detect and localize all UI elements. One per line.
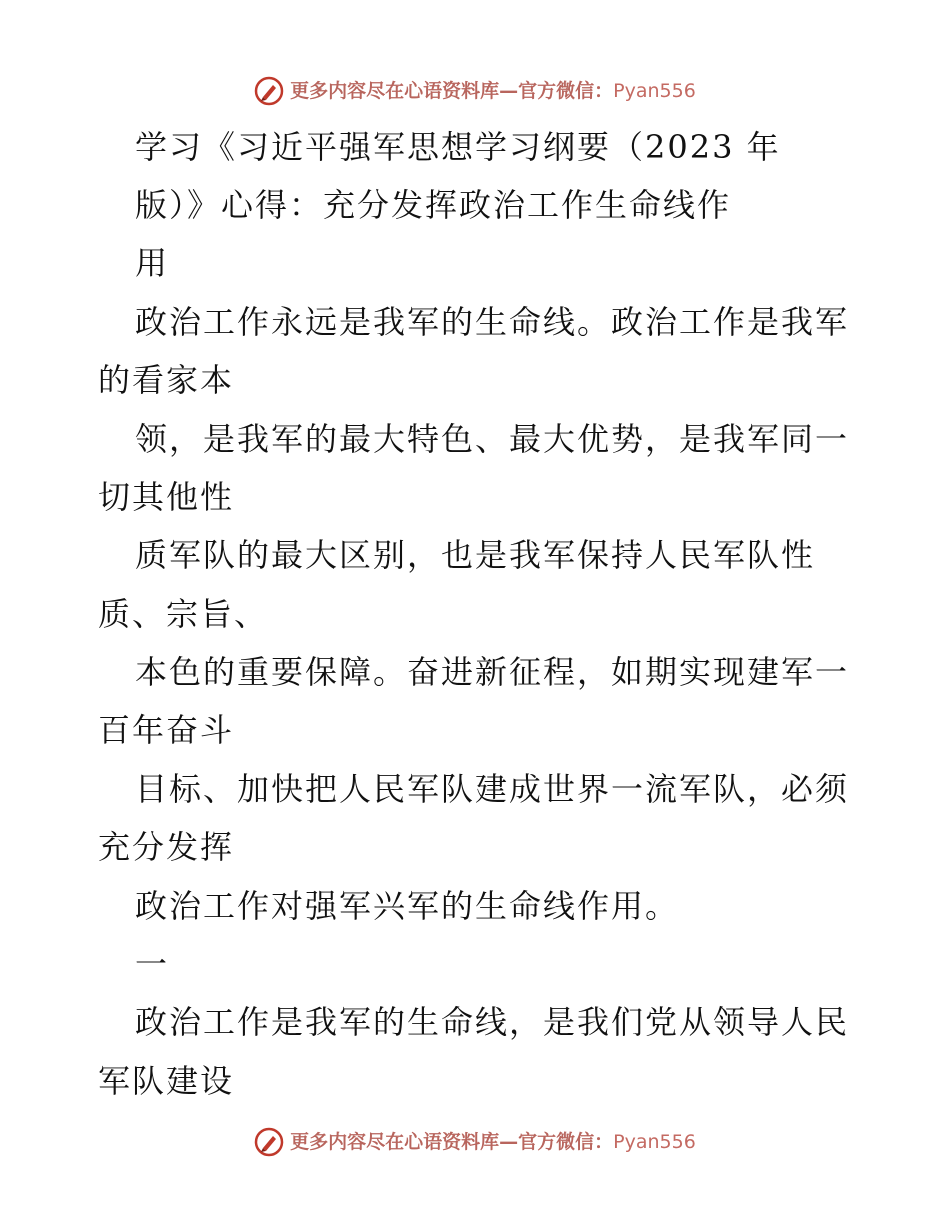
pen-logo-icon xyxy=(254,76,284,106)
section-number: 一 xyxy=(135,945,170,983)
paragraph-line: 质、宗旨、 xyxy=(98,595,269,633)
paragraph-line: 质军队的最大区别，也是我军保持人民军队性 xyxy=(135,536,816,574)
header-watermark xyxy=(0,76,950,106)
paragraph-line: 目标、加快把人民军队建成世界一流军队，必须 xyxy=(135,770,850,808)
paragraph-line: 切其他性 xyxy=(98,478,235,516)
paragraph-line: 政治工作是我军的生命线，是我们党从领导人民 xyxy=(135,1003,850,1041)
paragraph-line: 本色的重要保障。奋进新征程，如期实现建军一 xyxy=(135,653,850,691)
pen-logo-icon xyxy=(254,1127,284,1157)
watermark-account: Pyan556 xyxy=(613,1131,696,1153)
paragraph-line: 政治工作永远是我军的生命线。政治工作是我军 xyxy=(135,303,850,341)
paragraph-line: 领，是我军的最大特色、最大优势，是我军同一 xyxy=(135,420,850,458)
watermark-text: 更多内容尽在心语资料库—官方微信： xyxy=(290,80,614,102)
paragraph-line: 军队建设 xyxy=(98,1062,235,1100)
title-line-3: 用 xyxy=(135,244,170,282)
watermark-account: Pyan556 xyxy=(613,80,696,102)
paragraph-line: 的看家本 xyxy=(98,361,235,399)
paragraph-line: 充分发挥 xyxy=(98,828,235,866)
footer-watermark xyxy=(0,1127,950,1157)
paragraph-line: 政治工作对强军兴军的生命线作用。 xyxy=(135,887,680,925)
title-line-1: 学习《习近平强军思想学习纲要（2023 年 xyxy=(135,128,781,166)
watermark-text: 更多内容尽在心语资料库—官方微信： xyxy=(290,1131,614,1153)
title-line-2: 版）》心得：充分发挥政治工作生命线作 xyxy=(135,186,732,224)
paragraph-line: 百年奋斗 xyxy=(98,711,235,749)
